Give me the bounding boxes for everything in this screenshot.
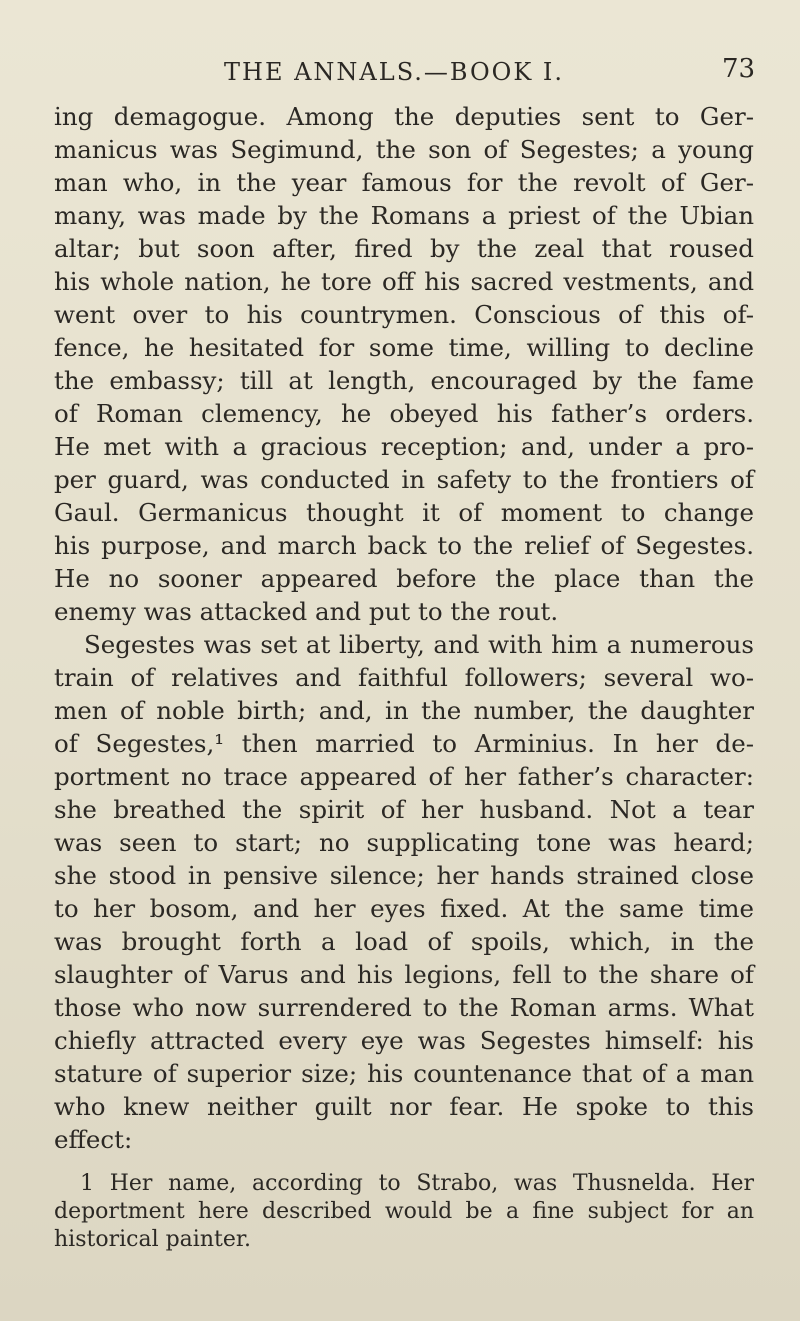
text-line: those who now surrendered to the Roman arms. What: [54, 993, 754, 1022]
text-line: was seen to start; no supplicating tone was heard;: [54, 828, 754, 857]
text-line: enemy was attacked and put to the rout.: [54, 597, 559, 626]
footnote-line: historical painter.: [54, 1227, 251, 1252]
footnote-line: 1 Her name, according to Strabo, was Thusnelda. Her: [80, 1171, 754, 1196]
text-line: the embassy; till at length, encouraged by the fame: [54, 366, 754, 395]
text-line: who knew neither guilt nor fear. He spoke to this: [54, 1092, 754, 1121]
text-line: portment no trace appeared of her father’s character:: [54, 762, 754, 791]
running-head: [0, 54, 800, 98]
text-line: his whole nation, he tore off his sacred vestments, and: [54, 267, 754, 296]
text-line: many, was made by the Romans a priest of the Ubian: [54, 201, 754, 230]
text-line: she stood in pensive silence; her hands strained close: [54, 861, 754, 890]
text-line: train of relatives and faithful followers; several wo-: [54, 663, 754, 692]
text-line: manicus was Segimund, the son of Segestes; a young: [54, 135, 754, 164]
text-line: to her bosom, and her eyes fixed. At the same time: [54, 894, 754, 923]
text-line: He no sooner appeared before the place than the: [54, 564, 754, 593]
running-title: THE ANNALS.—BOOK I.: [224, 58, 565, 86]
text-line: went over to his countrymen. Conscious of this of-: [54, 300, 754, 329]
text-line: his purpose, and march back to the relief of Segestes.: [54, 531, 754, 560]
footnote-line: deportment here described would be a fine subject for an: [54, 1199, 754, 1224]
paragraph-start-line: Segestes was set at liberty, and with him a numerous: [84, 630, 754, 659]
text-line: man who, in the year famous for the revolt of Ger-: [54, 168, 754, 197]
text-line: altar; but soon after, fired by the zeal that roused: [54, 234, 754, 263]
text-line: ing demagogue. Among the deputies sent to Ger-: [54, 102, 754, 131]
text-line: she breathed the spirit of her husband. Not a tear: [54, 795, 754, 824]
text-line: Gaul. Germanicus thought it of moment to change: [54, 498, 754, 527]
page-number: 73: [722, 54, 756, 84]
text-line: chiefly attracted every eye was Segestes himself: his: [54, 1026, 754, 1055]
text-line: of Roman clemency, he obeyed his father’s orders.: [54, 399, 754, 428]
text-line: He met with a gracious reception; and, under a pro-: [54, 432, 754, 461]
text-line: fence, he hesitated for some time, willing to decline: [54, 333, 754, 362]
text-line: effect:: [54, 1125, 133, 1154]
text-line: stature of superior size; his countenance that of a man: [54, 1059, 754, 1088]
text-line: men of noble birth; and, in the number, the daughter: [54, 696, 754, 725]
text-line: of Segestes,¹ then married to Arminius. In her de-: [54, 729, 754, 758]
text-line: slaughter of Varus and his legions, fell to the share of: [54, 960, 754, 989]
text-line: was brought forth a load of spoils, which, in the: [54, 927, 754, 956]
text-line: per guard, was conducted in safety to the frontiers of: [54, 465, 754, 494]
